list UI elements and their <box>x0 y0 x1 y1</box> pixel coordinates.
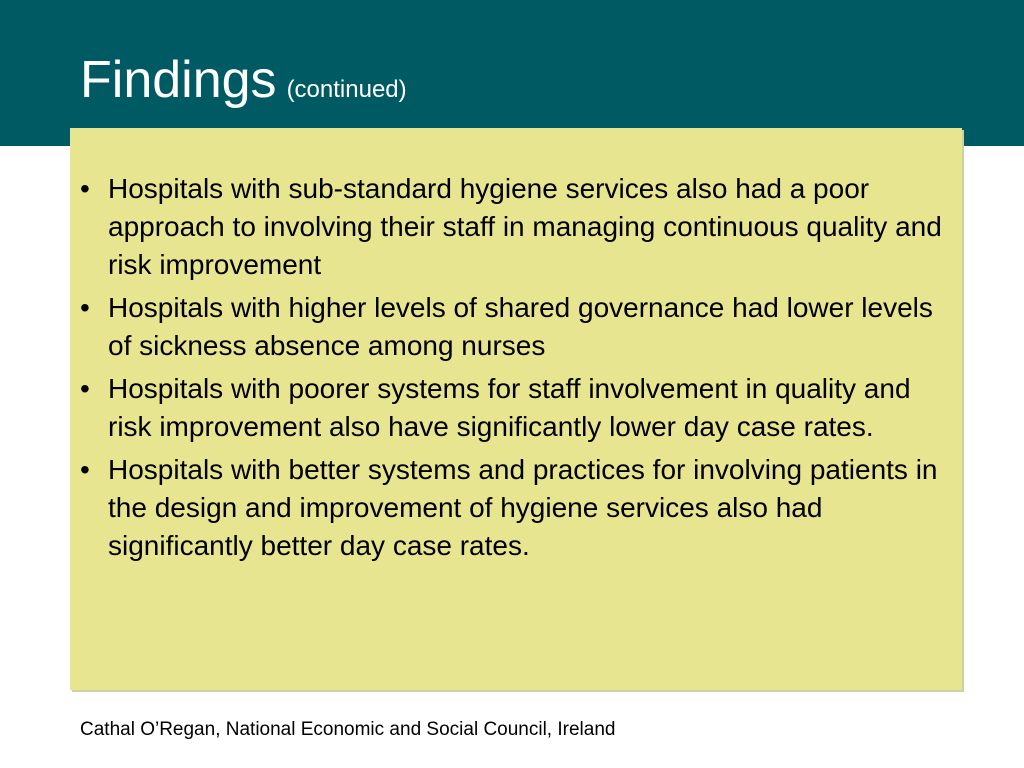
bullet-list <box>70 170 962 570</box>
bullet-text: Hospitals with higher levels of shared governance had lower levels of sickness absence among nurses <box>108 292 933 361</box>
bullet-text: Hospitals with poorer systems for staff involvement in quality and risk improvement also have significantly lower day case rates. <box>108 373 911 442</box>
bullet-item <box>70 451 962 565</box>
bullet-item <box>70 289 962 365</box>
bullet-marker: • <box>80 373 90 404</box>
title-subtitle: (continued) <box>286 76 407 103</box>
content-box <box>70 128 962 690</box>
bullet-item <box>70 370 962 446</box>
bullet-item <box>70 170 962 284</box>
bullet-marker: • <box>80 173 90 204</box>
bullet-marker: • <box>80 454 90 485</box>
slide-title <box>80 48 407 122</box>
bullet-marker: • <box>80 292 90 323</box>
footer-credit: Cathal O’Regan, National Economic and Social Council, Ireland <box>80 719 616 740</box>
bullet-text: Hospitals with better systems and practices for involving patients in the design and improvement of hygiene services also had significantly better day case rates. <box>108 454 938 561</box>
bullet-text: Hospitals with sub-standard hygiene services also had a poor approach to involving their staff in managing continuous quality and risk improvement <box>108 173 942 280</box>
title-text: Findings <box>80 51 277 109</box>
